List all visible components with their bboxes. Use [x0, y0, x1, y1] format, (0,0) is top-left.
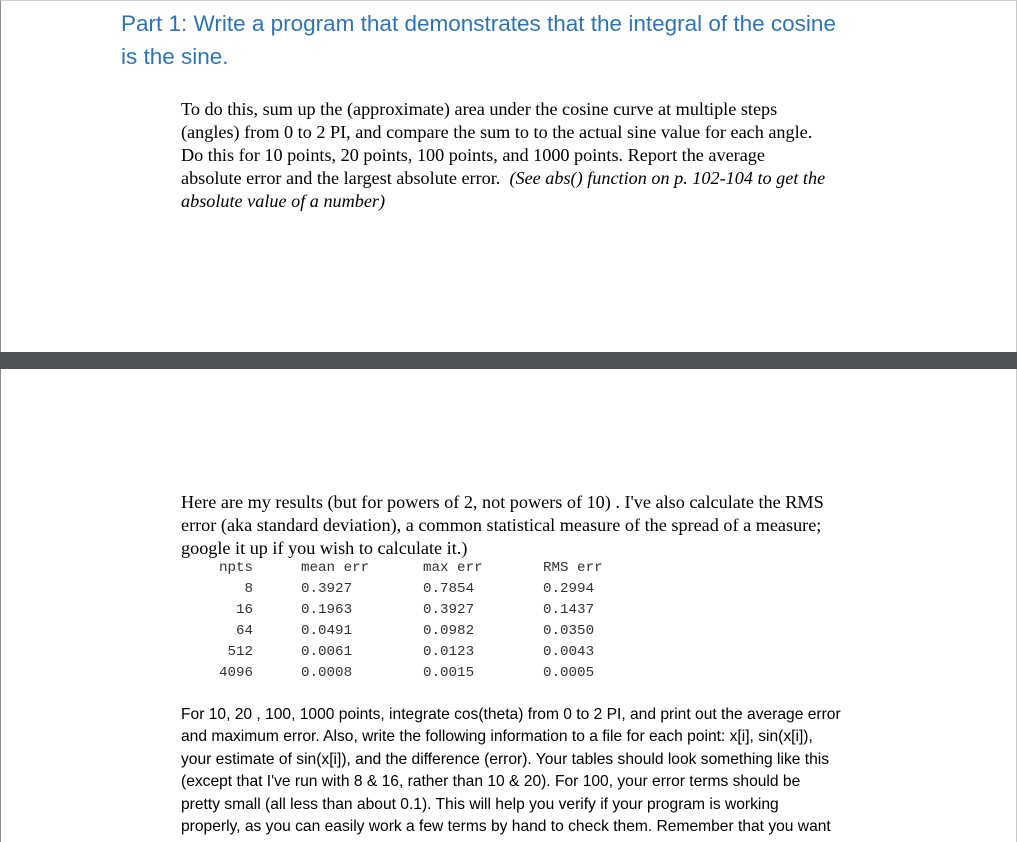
cell-rms-err: 0.0043	[543, 644, 595, 660]
cell-mean-err: 0.0061	[301, 644, 353, 660]
cell-npts: 512	[227, 644, 253, 660]
assignment-line-5: pretty small (all less than about 0.1). This will help you verify if your program is working	[181, 795, 779, 813]
document-page-1	[0, 0, 1017, 352]
cell-mean-err: 0.1963	[301, 602, 353, 618]
cell-max-err: 0.0015	[423, 665, 475, 681]
intro-line-3: Do this for 10 points, 20 points, 100 points, and 1000 points. Report the average	[181, 145, 765, 165]
results-line-1: Here are my results (but for powers of 2, not powers of 10) . I've also calculate the RMS	[181, 492, 824, 512]
cell-max-err: 0.3927	[423, 602, 475, 618]
cell-mean-err: 0.0008	[301, 665, 353, 681]
heading-line-1: Part 1: Write a program that demonstrates that the integral of the cosine	[121, 11, 836, 36]
cell-rms-err: 0.2994	[543, 581, 595, 597]
cell-npts: 16	[235, 602, 253, 618]
heading-line-2: is the sine.	[121, 44, 229, 69]
table-row	[195, 621, 623, 642]
intro-line-1: To do this, sum up the (approximate) area under the cosine curve at multiple steps	[181, 99, 778, 119]
part1-heading	[121, 7, 921, 73]
cell-npts: 8	[244, 581, 253, 597]
intro-abs-note: (See abs() function on p. 102-104 to get the	[509, 168, 826, 188]
table-row	[195, 579, 623, 600]
assignment-line-4: (except that I've run with 8 & 16, rather than 10 & 20). For 100, your error terms should be	[181, 773, 801, 791]
assignment-line-2: and maximum error. Also, write the following information to a file for each point: x[i], sin(x[i]),	[181, 728, 813, 746]
assignment-line-1: For 10, 20 , 100, 1000 points, integrate cos(theta) from 0 to 2 PI, and print out the average error	[181, 706, 841, 723]
table-row	[195, 600, 623, 621]
intro-line-4	[181, 167, 911, 190]
table-header-row	[195, 558, 623, 579]
cell-max-err: 0.7854	[423, 581, 475, 597]
cell-rms-err: 0.0350	[543, 623, 595, 639]
cell-mean-err: 0.0491	[301, 623, 353, 639]
cell-rms-err: 0.1437	[543, 602, 595, 618]
cell-npts: 4096	[218, 665, 253, 681]
results-intro-paragraph	[181, 491, 911, 560]
results-table	[195, 558, 623, 684]
intro-line-4-text: absolute error and the largest absolute error.	[181, 168, 501, 188]
document-page-2	[0, 369, 1017, 842]
intro-line-5: absolute value of a number)	[181, 191, 386, 211]
table-row	[195, 663, 623, 684]
header-mean-err: mean err	[301, 560, 370, 576]
table-row	[195, 642, 623, 663]
intro-paragraph	[181, 98, 911, 213]
intro-line-2: (angles) from 0 to 2 PI, and compare the sum to to the actual sine value for each angle.	[181, 122, 813, 142]
assignment-line-3: your estimate of sin(x[i]), and the difference (error). Your tables should look something like this	[181, 750, 830, 768]
cell-mean-err: 0.3927	[301, 581, 353, 597]
cell-rms-err: 0.0005	[543, 665, 595, 681]
header-npts: npts	[218, 560, 253, 576]
assignment-paragraph	[181, 704, 921, 838]
cell-max-err: 0.0123	[423, 644, 475, 660]
header-rms-err: RMS err	[543, 560, 603, 576]
page-gap	[0, 352, 1017, 369]
results-line-2: error (aka standard deviation), a common statistical measure of the spread of a measure;	[181, 515, 822, 535]
results-line-3: google it up if you wish to calculate it.)	[181, 538, 468, 558]
assignment-line-6: properly, as you can easily work a few terms by hand to check them. Remember that you want	[181, 818, 831, 836]
cell-max-err: 0.0982	[423, 623, 475, 639]
header-max-err: max err	[423, 560, 483, 576]
cell-npts: 64	[235, 623, 253, 639]
